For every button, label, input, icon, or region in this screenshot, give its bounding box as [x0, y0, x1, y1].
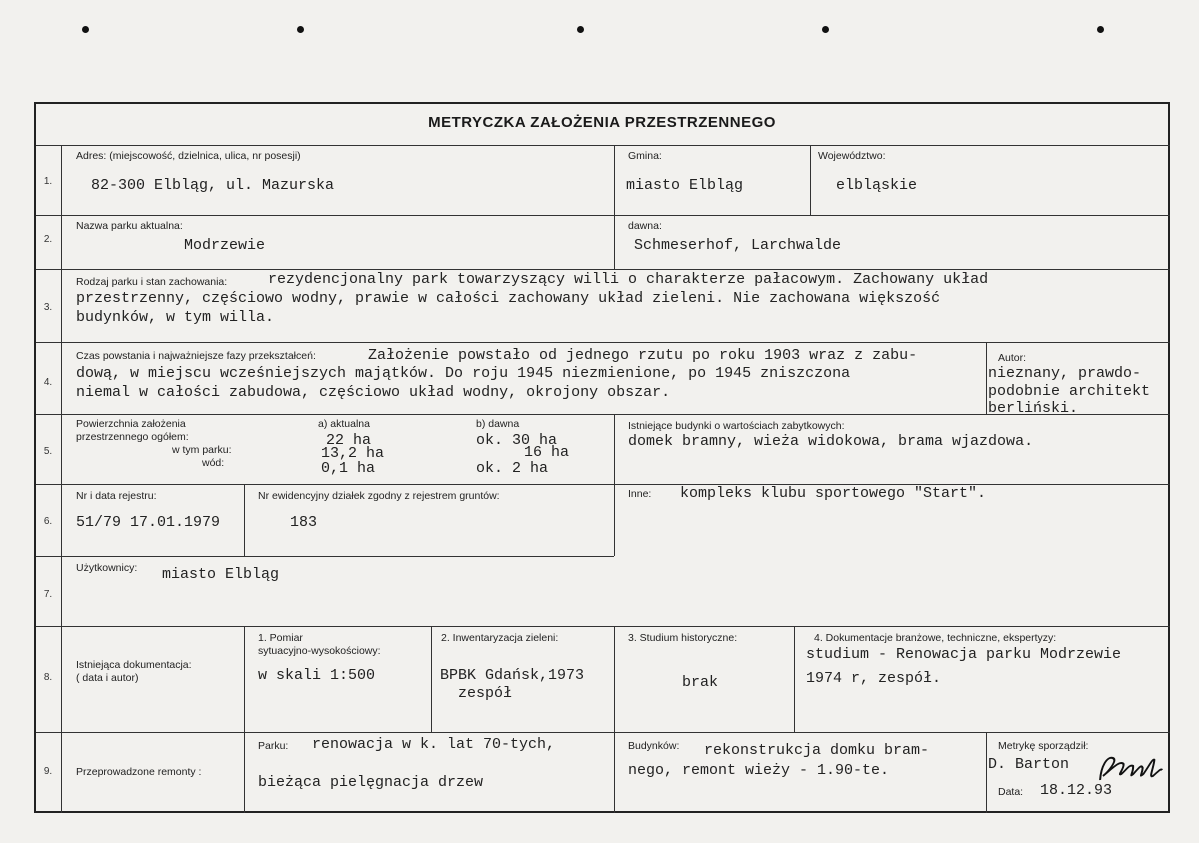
row-number: 5. [43, 446, 53, 457]
voivodeship-value: elbląskie [836, 177, 918, 194]
rule [614, 414, 615, 556]
rule [244, 484, 245, 556]
current-park: 13,2 ha [321, 445, 385, 462]
address-label: Adres: (miejscowość, dzielnica, ulica, nr posesji) [76, 150, 301, 162]
greenery-value: zespół [458, 685, 513, 702]
row-number: 1. [43, 176, 53, 187]
rule [431, 626, 432, 732]
survey-label: 1. Pomiar [258, 632, 303, 644]
buildings-value: domek bramny, wieża widokowa, brama wjazdowa. [628, 433, 1034, 450]
greenery-value: BPBK Gdańsk,1973 [440, 667, 585, 684]
rule [986, 732, 987, 813]
punch-hole [822, 26, 829, 33]
prepared-by-label: Metrykę sporządził: [998, 740, 1089, 752]
punch-hole [1097, 26, 1104, 33]
history-study-value: brak [682, 674, 719, 691]
park-name-value: Modrzewie [184, 237, 266, 254]
park-repairs-label: Parku: [258, 740, 289, 752]
documentation-label: ( data i autor) [76, 672, 139, 684]
current-total: 22 ha [326, 432, 372, 449]
survey-value: w skali 1:500 [258, 667, 376, 684]
park-type-line: rezydencjonalny park towarzyszący willi o charakterze pałacowym. Zachowany układ [268, 271, 989, 288]
rule [614, 626, 615, 813]
expertise-label: 4. Dokumentacje branżowe, techniczne, ekspertyzy: [814, 632, 1057, 644]
row-number: 7. [43, 589, 53, 600]
register-value: 51/79 17.01.1979 [76, 514, 221, 531]
former-total: ok. 30 ha [476, 432, 558, 449]
author-line: nieznany, prawdo- [988, 365, 1142, 382]
rule [36, 342, 1170, 343]
rule [36, 215, 1170, 216]
park-repairs-value: renowacja w k. lat 70-tych, [312, 736, 556, 753]
former-area-label: b) dawna [476, 418, 520, 430]
survey-label: sytuacyjno-wysokościowy: [258, 645, 381, 657]
row-number: 3. [43, 302, 53, 313]
history-study-label: 3. Studium historyczne: [628, 632, 738, 644]
rule [244, 626, 245, 813]
punch-hole [297, 26, 304, 33]
row-number: 2. [43, 234, 53, 245]
other-label: Inne: [628, 488, 652, 500]
row-number: 6. [43, 516, 53, 527]
current-water: 0,1 ha [321, 460, 376, 477]
plot-number-label: Nr ewidencyjny działek zgodny z rejestrem gruntów: [258, 490, 500, 502]
rule [810, 145, 811, 215]
gmina-value: miasto Elbląg [626, 177, 744, 194]
rule [61, 145, 62, 813]
author-line: podobnie architekt [988, 383, 1151, 400]
address-value: 82-300 Elbląg, ul. Mazurska [91, 177, 335, 194]
card-title: METRYCZKA ZAŁOŻENIA PRZESTRZENNEGO [428, 114, 776, 131]
buildings-label: Istniejące budynki o wartościach zabytkowych: [628, 420, 845, 432]
signature-scribble [1095, 750, 1169, 786]
area-label: przestrzennego ogółem: [76, 431, 189, 443]
former-water: ok. 2 ha [476, 460, 549, 477]
prepared-by-value: D. Barton [988, 756, 1070, 773]
expertise-value: 1974 r, zespół. [806, 670, 942, 687]
history-label: Czas powstania i najważniejsze fazy przekształceń: [76, 350, 316, 362]
area-park-label: w tym parku: [172, 444, 232, 456]
former-name-value: Schmeserhof, Larchwalde [634, 237, 842, 254]
building-repairs-label: Budynków: [628, 740, 680, 752]
punch-hole [82, 26, 89, 33]
building-repairs-value: nego, remont wieży - 1.90-te. [628, 762, 890, 779]
former-park: 16 ha [524, 444, 570, 461]
documentation-label: Istniejąca dokumentacja: [76, 659, 192, 671]
voivodeship-label: Województwo: [818, 150, 886, 162]
record-card [34, 102, 1170, 813]
rule [36, 556, 614, 557]
date-value: 18.12.93 [1040, 782, 1113, 799]
author-label: Autor: [998, 352, 1027, 364]
area-label: Powierzchnia założenia [76, 418, 186, 430]
rule [36, 626, 1170, 627]
current-area-label: a) aktualna [318, 418, 370, 430]
rule [36, 145, 1170, 146]
history-line: dową, w miejscu wcześniejszych majątków. Do roju 1945 niezmienione, po 1945 zniszczona [76, 365, 851, 382]
rule [614, 215, 615, 269]
row-number: 4. [43, 377, 53, 388]
date-label: Data: [998, 786, 1024, 798]
rule [36, 269, 1170, 270]
author-line: berliński. [988, 400, 1079, 417]
gmina-label: Gmina: [628, 150, 662, 162]
plot-number-value: 183 [290, 514, 318, 531]
park-type-line: budynków, w tym willa. [76, 309, 275, 326]
park-type-line: przestrzenny, częściowo wodny, prawie w całości zachowany układ zieleni. Nie zachowana większość [76, 290, 941, 307]
rule [986, 342, 987, 414]
former-name-label: dawna: [628, 220, 662, 232]
park-type-label: Rodzaj parku i stan zachowania: [76, 276, 228, 288]
register-label: Nr i data rejestru: [76, 490, 157, 502]
punch-hole [577, 26, 584, 33]
park-repairs-value: bieżąca pielęgnacja drzew [258, 774, 484, 791]
expertise-value: studium - Renowacja parku Modrzewie [806, 646, 1122, 663]
row-number: 8. [43, 672, 53, 683]
rule [36, 484, 1170, 485]
area-water-label: wód: [202, 457, 225, 469]
row-number: 9. [43, 766, 53, 777]
rule [794, 626, 795, 732]
other-value: kompleks klubu sportowego "Start". [680, 485, 987, 502]
users-value: miasto Elbląg [162, 566, 280, 583]
rule [36, 732, 1170, 733]
repairs-label: Przeprowadzone remonty : [76, 766, 202, 778]
building-repairs-value: rekonstrukcja domku bram- [704, 742, 930, 759]
greenery-label: 2. Inwentaryzacja zieleni: [441, 632, 559, 644]
users-label: Użytkownicy: [76, 562, 138, 574]
rule [614, 145, 615, 215]
history-line: niemal w całości zabudowa, częściowo układ wodny, okrojony obszar. [76, 384, 671, 401]
history-line: Założenie powstało od jednego rzutu po roku 1903 wraz z zabu- [368, 347, 918, 364]
park-name-label: Nazwa parku aktualna: [76, 220, 183, 232]
